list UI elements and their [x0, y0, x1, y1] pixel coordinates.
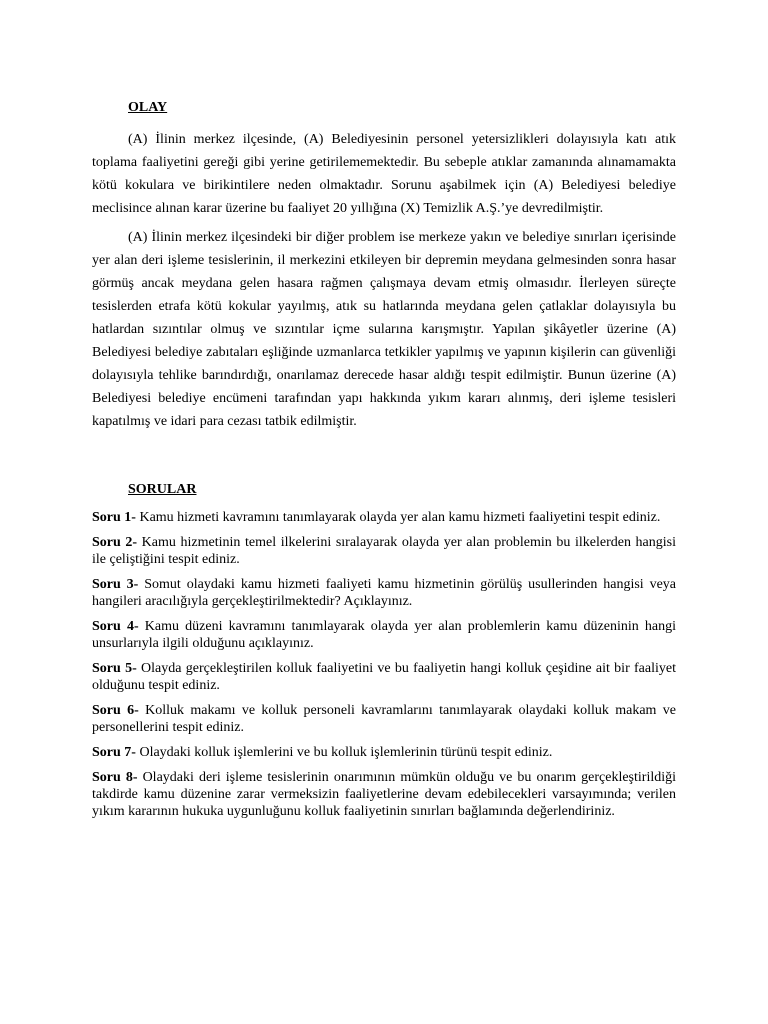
question-text: Somut olaydaki kamu hizmeti faaliyeti kamu hizmetinin görülüş usullerinden hangisi veya hangileri aracılığıyla gerçekleştirilmektedir? Açıklayınız. — [92, 577, 677, 609]
question-text: Kamu hizmeti kavramını tanımlayarak olayda yer alan kamu hizmeti faaliyetini tespit ediniz. — [135, 510, 661, 525]
question-4 — [92, 618, 676, 652]
question-label: Soru 3- — [92, 577, 139, 592]
question-5 — [92, 660, 676, 694]
question-text: Olaydaki deri işleme tesislerinin onarımının mümkün olduğu ve bu onarım gerçekleştirildiği takdirde kamu düzenine zarar vermeksizin faaliyetlerine devam edebilecekleri varsayımında; verilen yıkım kararının hukuka uygunluğunu kolluk faaliyetinin sınırları bağlamında değerlendiriniz. — [92, 770, 677, 819]
question-label: Soru 6- — [92, 703, 139, 718]
question-label: Soru 8- — [92, 770, 138, 785]
olay-paragraph-2: (A) İlinin merkez ilçesindeki bir diğer problem ise merkeze yakın ve belediye sınırları içerisinde yer alan deri işleme tesislerinin, il merkezini etkileyen bir depremin meydana gelmesinden sonra hasar görmüş ancak meydana gelen hasara rağmen çalışmaya devam etmiş olmasıdır. İlerleyen süreçte tesislerden etrafa kötü kokular yayılmış, atık su hatlarında meydana gelen çatlaklar dolayısıyla bu hatlardan sızıntılar olmuş ve sızıntılar içme sularına karışmıştır. Yapılan şikâyetler üzerine (A) Belediyesi belediye zabıtaları eşliğinde uzmanlarca tetkikler yapılmış ve yapının kişilerin can güvenliği dolayısıyla tehlike barındırdığı, onarılamaz derecede hasar aldığı tespit edilmiştir. Bunun üzerine (A) Belediyesi belediye encümeni tarafından yapı hakkında yıkım kararı alınmış, deri işleme tesisleri kapatılmış ve idari para cezası tatbik edilmiştir. — [92, 230, 676, 429]
question-label: Soru 7- — [92, 745, 136, 760]
question-label: Soru 2- — [92, 535, 138, 550]
question-text: Kamu hizmetinin temel ilkelerini sıralayarak olayda yer alan problemin bu ilkelerden hangisi ile çeliştiğini tespit ediniz. — [92, 535, 676, 567]
question-text: Kamu düzeni kavramını tanımlayarak olayda yer alan problemlerin kamu düzeninin hangi unsurlarıyla ilgili olduğunu açıklayınız. — [92, 619, 677, 651]
question-text: Olaydaki kolluk işlemlerini ve bu kolluk işlemlerinin türünü tespit ediniz. — [135, 745, 553, 760]
question-label: Soru 5- — [92, 661, 137, 676]
question-8 — [92, 769, 676, 820]
olay-heading: OLAY — [128, 100, 168, 115]
question-label: Soru 4- — [92, 619, 139, 634]
question-6 — [92, 702, 676, 736]
question-1 — [92, 509, 676, 526]
question-text: Kolluk makamı ve kolluk personeli kavramlarını tanımlayarak olaydaki kolluk makam ve personellerini tespit ediniz. — [92, 703, 676, 735]
question-3 — [92, 576, 676, 610]
question-text: Olayda gerçekleştirilen kolluk faaliyetini ve bu faaliyetin hangi kolluk çeşidine ait bir faaliyet olduğunu tespit ediniz. — [92, 661, 676, 693]
question-label: Soru 1- — [92, 510, 136, 525]
question-2 — [92, 534, 676, 568]
question-7 — [92, 744, 676, 761]
olay-paragraph-1: (A) İlinin merkez ilçesinde, (A) Belediyesinin personel yetersizlikleri dolayısıyla katı atık toplama faaliyetini gereği gibi yerine getirilememektedir. Bu sebeple atıklar zamanında alınamamakta kötü kokulara ve birikintilere neden olmaktadır. Sorunu aşabilmek için (A) Belediyesi belediye meclisince alınan karar üzerine bu faaliyet 20 yıllığına (X) Temizlik A.Ş.’ye devredilmiştir. — [92, 132, 676, 216]
question-list — [92, 509, 676, 820]
sorular-heading: SORULAR — [128, 482, 197, 497]
